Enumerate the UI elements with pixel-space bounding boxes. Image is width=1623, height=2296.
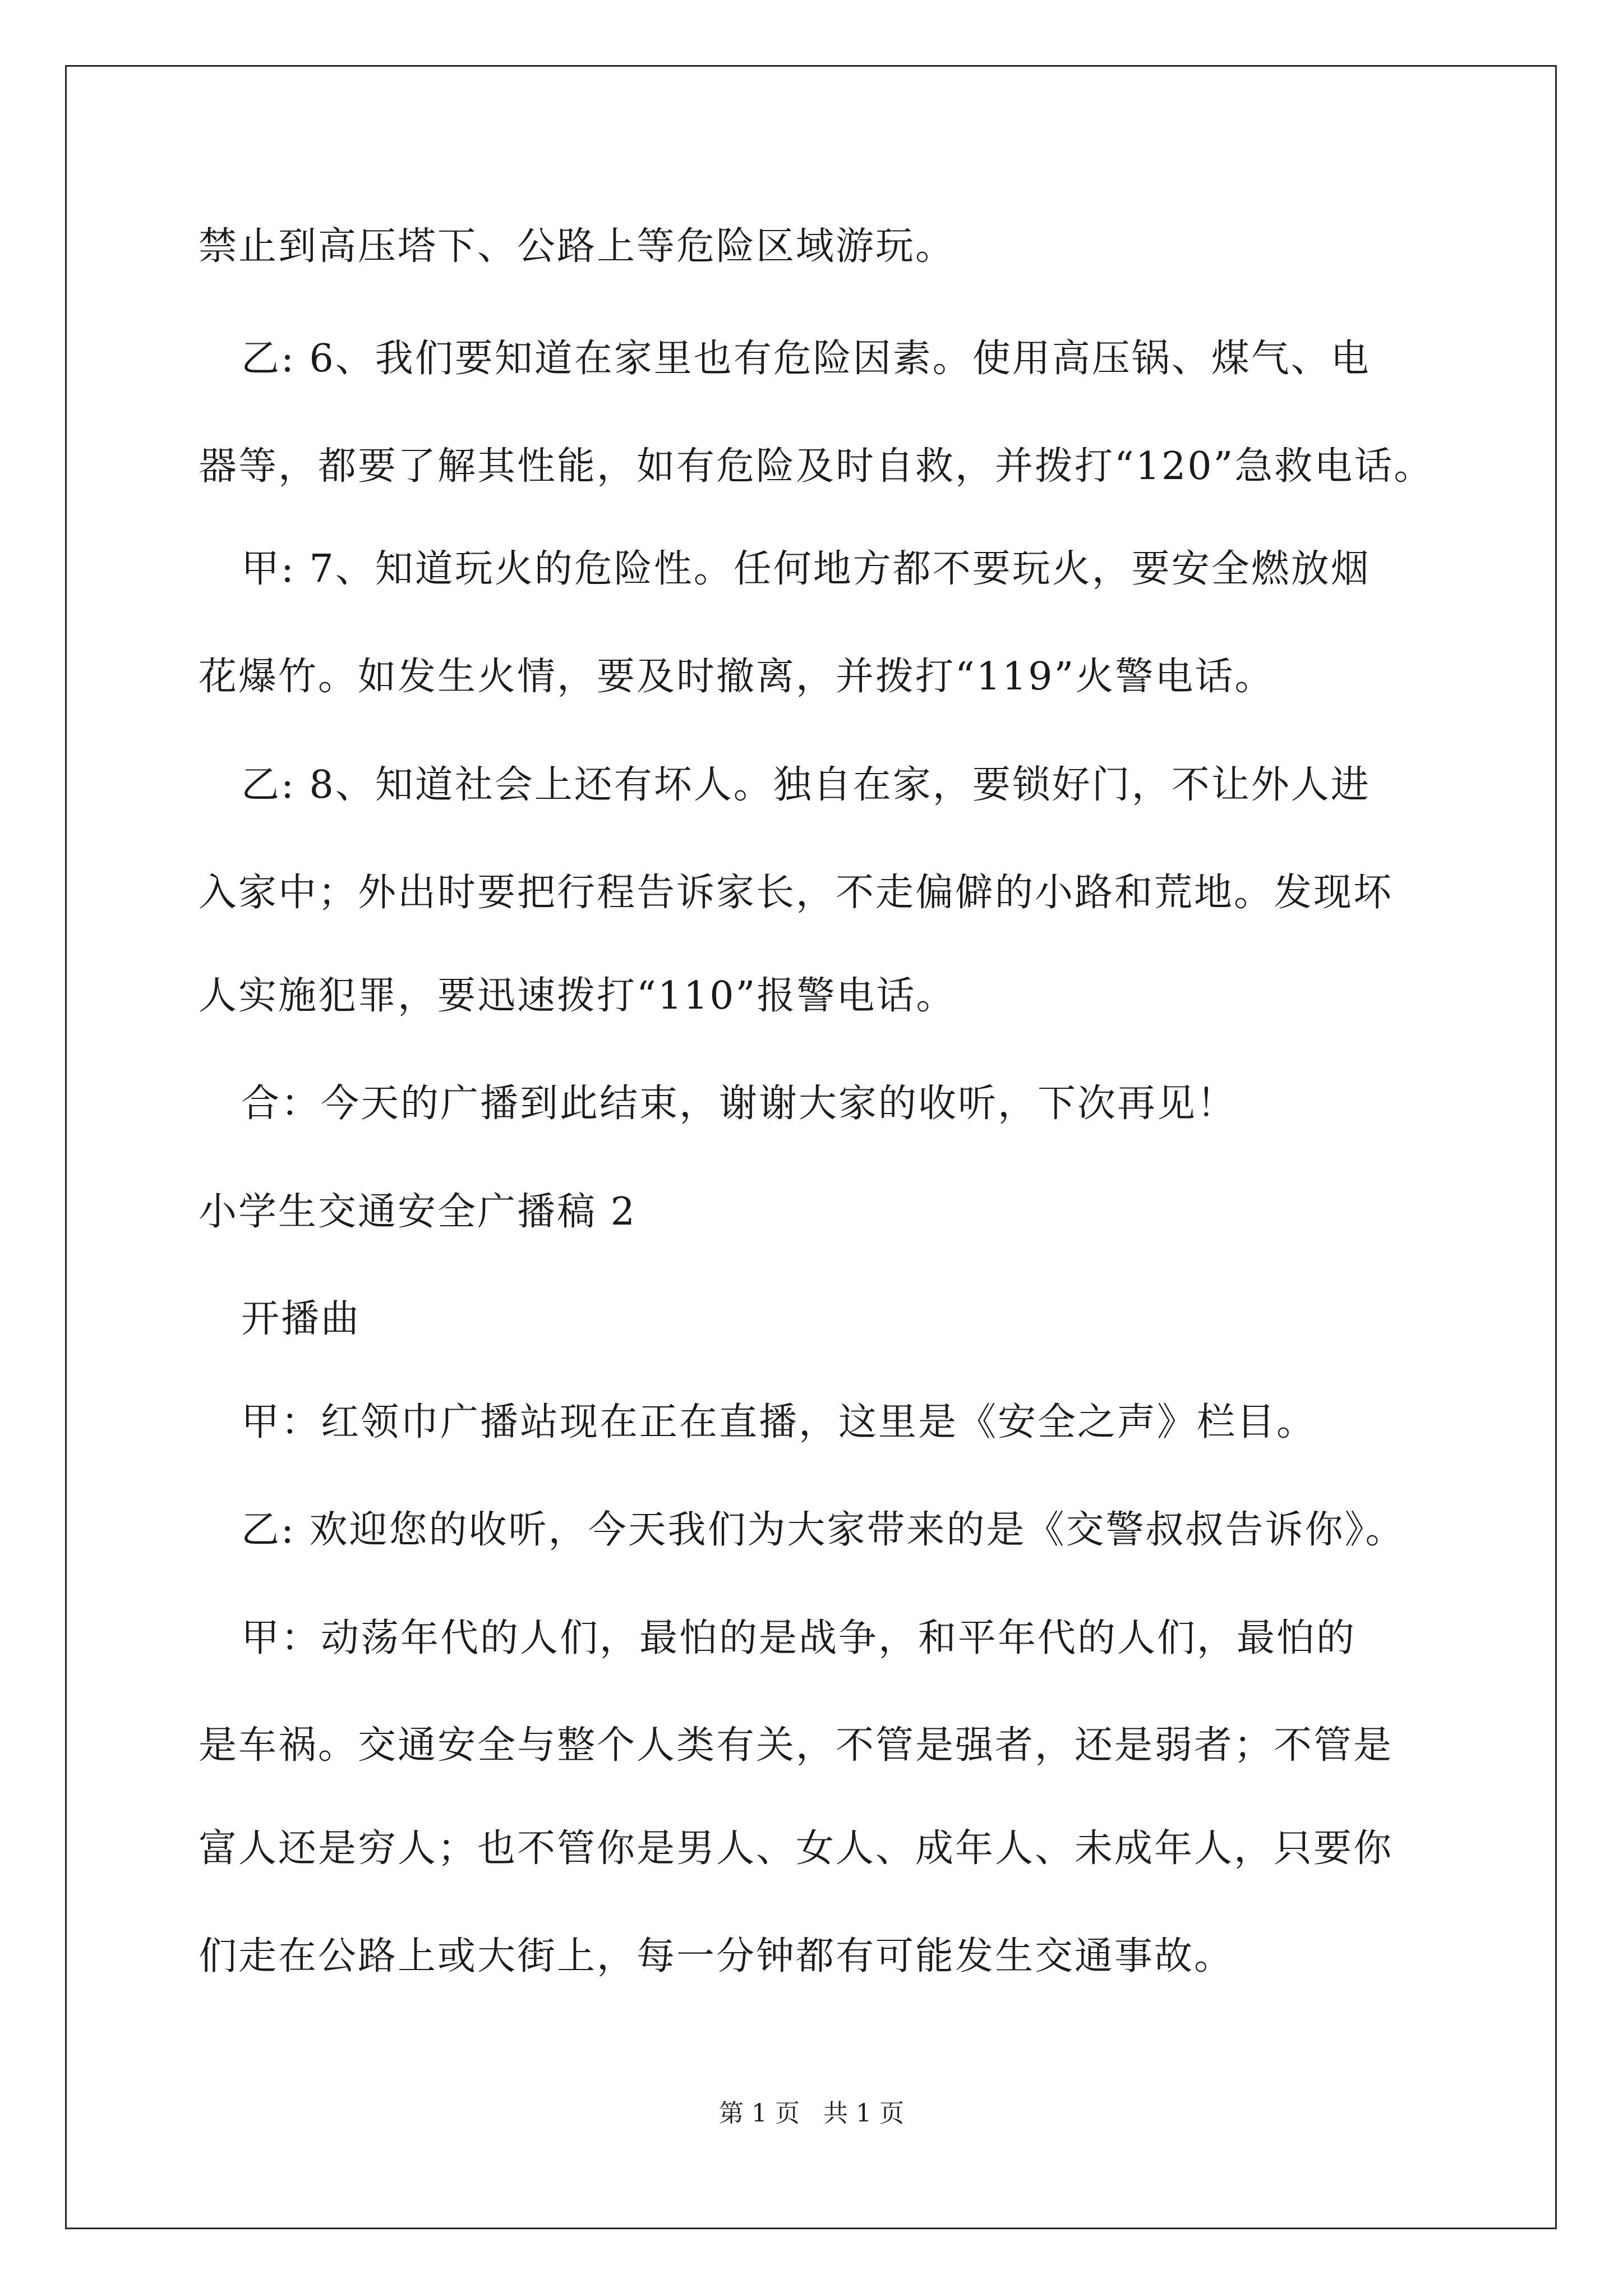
text-line: 器等，都要了解其性能，如有危险及时自救，并拨打“120”急救电话。 (199, 444, 1434, 489)
text-line: 乙: 8、知道社会上还有坏人。独自在家，要锁好门，不让外人进 (241, 763, 1371, 807)
text-line: 开播曲 (241, 1297, 361, 1341)
text-line: 甲：动荡年代的人们，最怕的是战争，和平年代的人们，最怕的 (241, 1616, 1357, 1660)
text-line: 合：今天的广播到此结束，谢谢大家的收听，下次再见！ (241, 1082, 1237, 1126)
text-line: 甲：红领巾广播站现在正在直播，这里是《安全之声》栏目。 (241, 1400, 1317, 1444)
text-line: 是车祸。交通安全与整个人类有关，不管是强者，还是弱者；不管是 (199, 1723, 1394, 1768)
text-line: 人实施犯罪，要迅速拨打“110”报警电话。 (199, 974, 956, 1018)
page-footer: 第 1 页 共 1 页 (719, 2099, 904, 2128)
text-line: 甲: 7、知道玩火的危险性。任何地方都不要玩火，要安全燃放烟 (241, 547, 1371, 591)
text-line: 禁止到高压塔下、公路上等危险区域游玩。 (199, 224, 956, 269)
text-line: 们走在公路上或大街上，每一分钟都有可能发生交通事故。 (199, 1934, 1234, 1978)
text-line: 乙: 6、我们要知道在家里也有危险因素。使用高压锅、煤气、电 (241, 337, 1371, 381)
text-line: 入家中；外出时要把行程告诉家长，不走偏僻的小路和荒地。发现坏 (199, 871, 1394, 915)
text-line: 富人还是穷人；也不管你是男人、女人、成年人、未成年人，只要你 (199, 1826, 1394, 1871)
section-heading: 小学生交通安全广播稿 2 (199, 1190, 637, 1234)
text-line: 花爆竹。如发生火情，要及时撤离，并拨打“119”火警电话。 (199, 655, 1275, 699)
text-line: 乙: 欢迎您的收听，今天我们为大家带来的是《交警叔叔告诉你》。 (241, 1508, 1405, 1552)
